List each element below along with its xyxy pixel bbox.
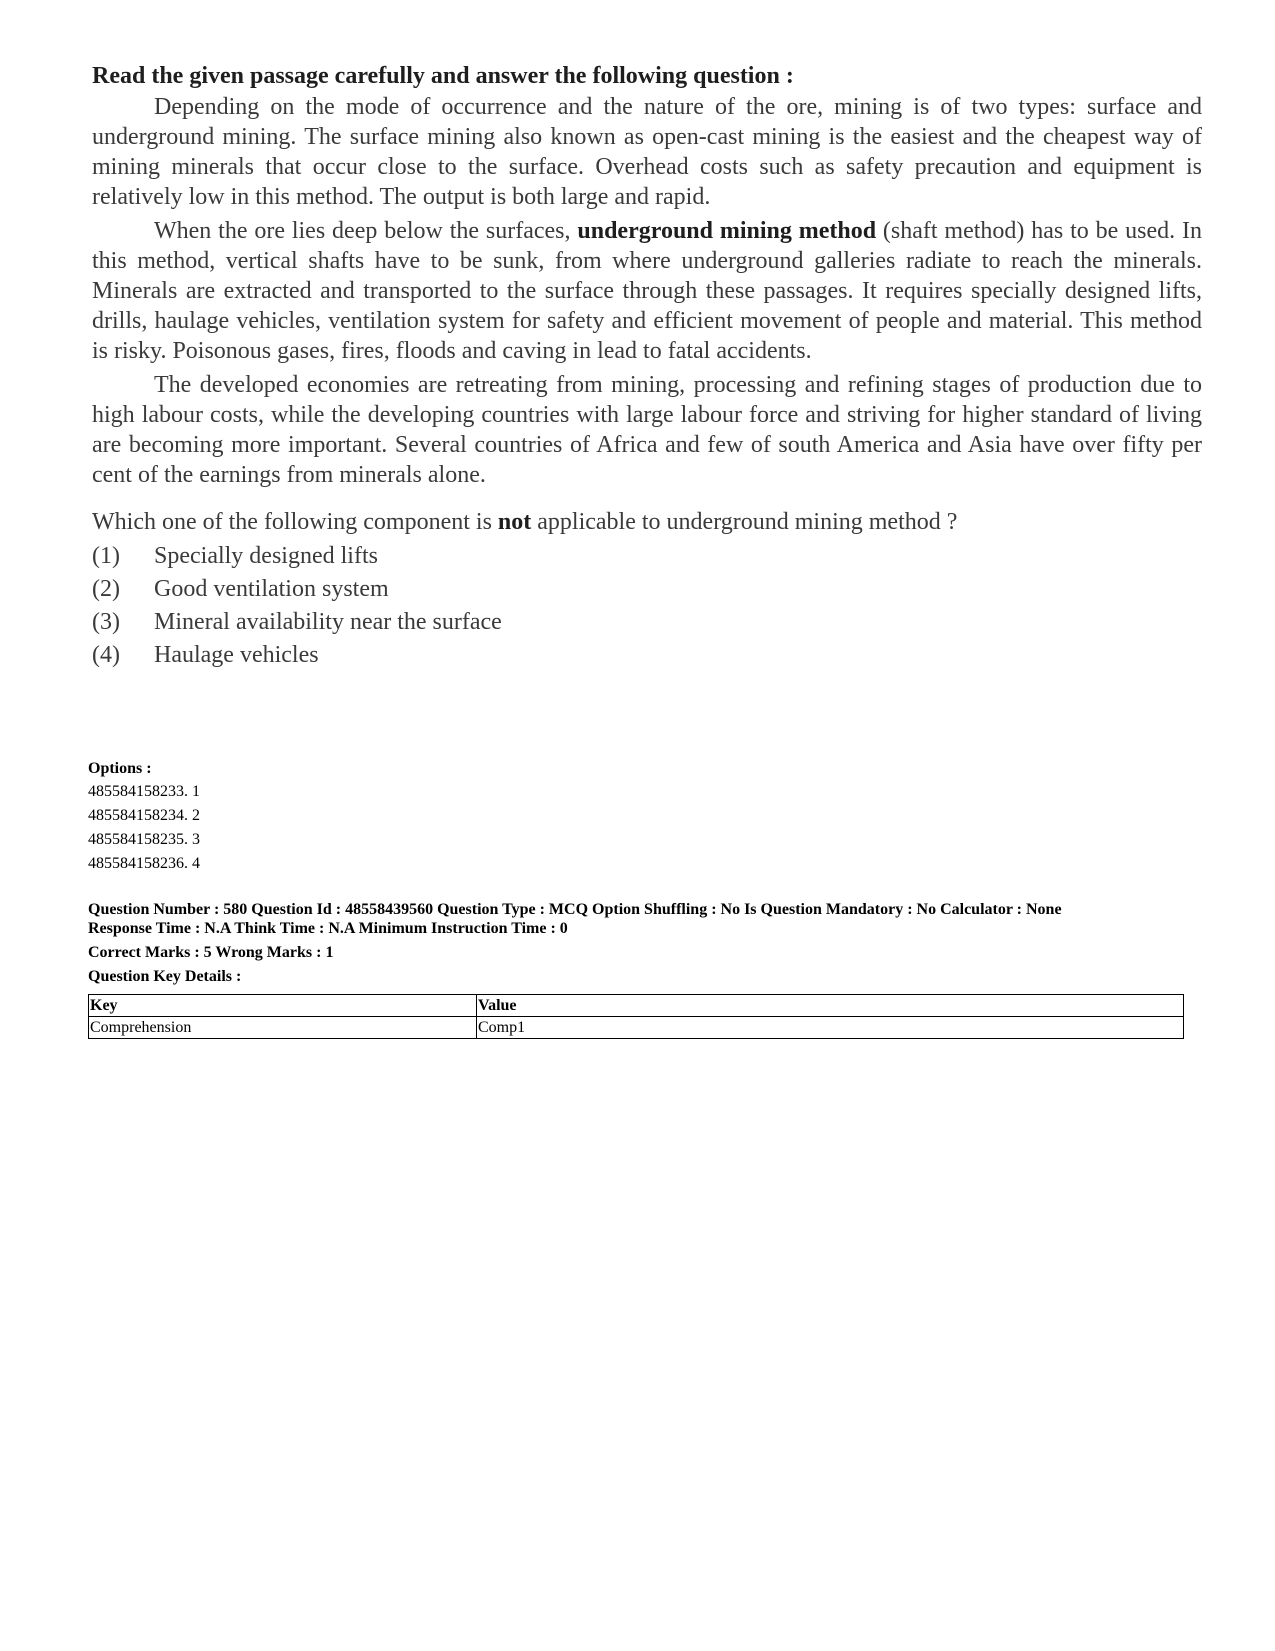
choice-number: (3) bbox=[92, 609, 120, 635]
option-id-line: 485584158236. 4 bbox=[88, 855, 200, 872]
choice-text: Specially designed lifts bbox=[154, 543, 378, 569]
table-cell-value: Comp1 bbox=[477, 1017, 1184, 1039]
paragraph-2-text-a: When the ore lies deep below the surfaces, bbox=[154, 218, 578, 244]
paragraph-2-bold-term: underground mining method bbox=[577, 218, 877, 244]
passage-paragraph-2 bbox=[92, 216, 1202, 366]
options-heading: Options : bbox=[88, 760, 152, 777]
question-info-line-2: Response Time : N.A Think Time : N.A Minimum Instruction Time : 0 bbox=[88, 920, 568, 937]
marks-line: Correct Marks : 5 Wrong Marks : 1 bbox=[88, 944, 334, 961]
choice-item bbox=[92, 573, 1202, 606]
key-details-heading: Question Key Details : bbox=[88, 968, 242, 985]
question-text-a: Which one of the following component is bbox=[92, 509, 498, 535]
choice-text: Haulage vehicles bbox=[154, 642, 319, 668]
passage-image bbox=[92, 60, 1202, 740]
question-info-section bbox=[88, 900, 1198, 988]
choice-number: (2) bbox=[92, 576, 120, 602]
options-section bbox=[88, 758, 1198, 876]
question-info-line-1: Question Number : 580 Question Id : 48558439560 Question Type : MCQ Option Shuffling : No Is Question Mandatory : No Calculator : None bbox=[88, 901, 1062, 918]
table-row bbox=[89, 1017, 1184, 1039]
table-header-row bbox=[89, 995, 1184, 1017]
passage-instruction: Read the given passage carefully and answer the following question : bbox=[92, 63, 794, 89]
option-id-line: 485584158233. 1 bbox=[88, 783, 200, 800]
paragraph-2-text-b: (shaft method) has to be used. In this method, vertical shafts have to be sunk, from where underground galleries radiate to reach the minerals. Minerals are extracted and transported to the surface through these passages. It requires specially designed lifts, drills, haulage vehicles, ventilation system for safety and efficient movement of people and material. This method is risky. Poisonous gases, fires, floods and caving in lead to fatal accidents. bbox=[92, 218, 1202, 364]
choice-text: Good ventilation system bbox=[154, 576, 389, 602]
table-header-value: Value bbox=[477, 995, 1184, 1017]
question-bold-word: not bbox=[497, 509, 532, 535]
table-cell-key: Comprehension bbox=[89, 1017, 477, 1039]
choice-item bbox=[92, 540, 1202, 573]
choice-item bbox=[92, 639, 1202, 672]
question-text-b: applicable to underground mining method ? bbox=[531, 509, 958, 535]
passage-paragraph-3: The developed economies are retreating from mining, processing and refining stages of production due to high labour costs, while the developing countries with large labour force and striving for higher standard of living are becoming more important. Several countries of Africa and few of south America and Asia have over fifty per cent of the earnings from minerals alone. bbox=[92, 372, 1202, 488]
option-id-line: 485584158234. 2 bbox=[88, 807, 200, 824]
key-details-table bbox=[88, 994, 1184, 1039]
question-text bbox=[92, 506, 1202, 538]
choice-number: (1) bbox=[92, 543, 120, 569]
passage-paragraph-1: Depending on the mode of occurrence and the nature of the ore, mining is of two types: surface and underground mining. The surface mining also known as open-cast mining is the easiest and the cheapest way of mining minerals that occur close to the surface. Overhead costs such as safety precaution and equipment is relatively low in this method. The output is both large and rapid. bbox=[92, 94, 1202, 210]
table-header-key: Key bbox=[89, 995, 477, 1017]
choice-text: Mineral availability near the surface bbox=[154, 609, 502, 635]
option-id-line: 485584158235. 3 bbox=[88, 831, 200, 848]
choice-item bbox=[92, 606, 1202, 639]
choice-number: (4) bbox=[92, 642, 120, 668]
